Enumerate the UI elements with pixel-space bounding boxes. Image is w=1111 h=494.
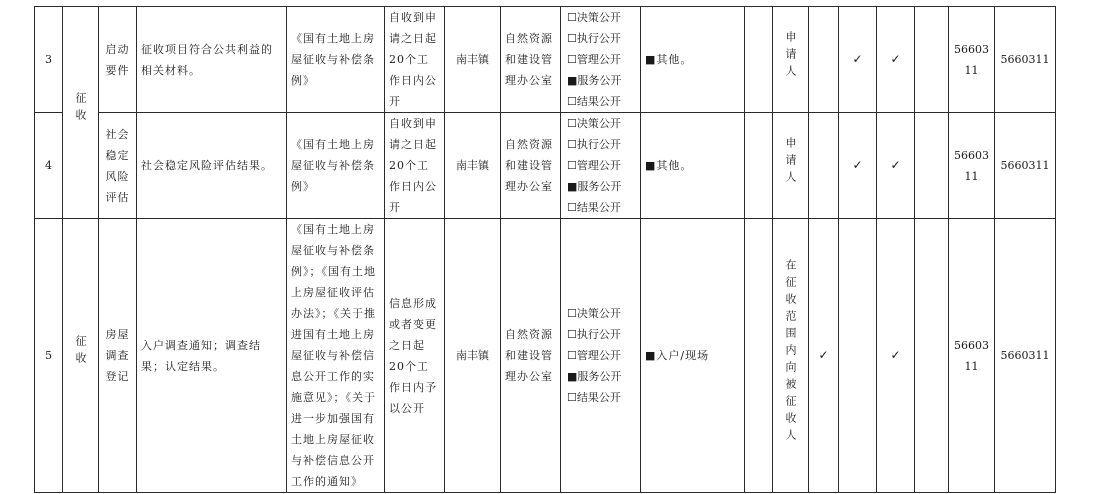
subject-cell: 南丰镇 <box>445 7 501 113</box>
audience-cell <box>773 7 809 113</box>
checkbox-icon <box>567 349 577 362</box>
basis-cell: 《国有土地上房屋征收与补偿条例》 <box>287 113 385 219</box>
table-row <box>35 219 1056 493</box>
checkbox-icon <box>567 307 577 320</box>
time-cell: 信息形成或者变更之日起20个工作日内予以公开 <box>385 219 445 493</box>
phone-cell-1 <box>949 113 995 219</box>
blank-cell <box>745 7 773 113</box>
scope-option: ☐ 结果公开 <box>561 91 640 112</box>
scope-option: ☐ 管理公开 <box>561 155 640 176</box>
item-text: 启动要件 <box>105 42 130 77</box>
audience-text: 在征收范围内向被征收人 <box>784 258 797 446</box>
scope-option: ☐ 执行公开 <box>561 324 640 345</box>
check-cell-2: ✓ <box>839 7 877 113</box>
time-cell: 自收到申请之日起20个工作日内公开 <box>385 113 445 219</box>
scope-option: ■ 服务公开 <box>561 70 640 91</box>
scope-option: ☐ 执行公开 <box>561 28 640 49</box>
check-cell-1 <box>809 7 839 113</box>
content-cell: 社会稳定风险评估结果。 <box>137 113 287 219</box>
dept-cell: 自然资源和建设管理办公室 <box>501 219 561 493</box>
method-cell: ■入户/现场 <box>641 219 745 493</box>
scope-option: ■ 服务公开 <box>561 366 640 387</box>
audience-text: 申请人 <box>784 30 797 82</box>
time-cell: 自收到申请之日起20个工作日内公开 <box>385 7 445 113</box>
check-cell-1: ✓ <box>809 219 839 493</box>
checkbox-icon <box>567 11 577 24</box>
phone-text: 5660311 <box>954 42 989 77</box>
scope-option: ☐ 决策公开 <box>561 113 640 134</box>
scope-option: ☐ 决策公开 <box>561 7 640 28</box>
check-cell-3: ✓ <box>877 113 915 219</box>
content-cell: 征收项目符合公共利益的相关材料。 <box>137 7 287 113</box>
scope-cell <box>561 219 641 493</box>
subject-cell: 南丰镇 <box>445 113 501 219</box>
checkbox-icon <box>567 391 577 404</box>
item-cell <box>99 219 137 493</box>
phone-cell-2: 5660311 <box>995 113 1056 219</box>
scope-option: ■ 服务公开 <box>561 176 640 197</box>
scope-cell <box>561 7 641 113</box>
scope-cell <box>561 113 641 219</box>
row-number: 5 <box>35 219 63 493</box>
phone-cell-2: 5660311 <box>995 219 1056 493</box>
checkbox-icon <box>567 328 577 341</box>
row-number: 3 <box>35 7 63 113</box>
basis-cell: 《国有土地上房屋征收与补偿条例》；《国有土地上房屋征收评估办法》；《关于推进国有土地上房屋征收与补偿信息公开工作的实施意见》；《关于进一步加强国有土地上房屋征收与补偿信息公开工作的通知》 <box>287 219 385 493</box>
basis-cell: 《国有土地上房屋征收与补偿条例》 <box>287 7 385 113</box>
scope-option: ☐ 执行公开 <box>561 134 640 155</box>
blank-cell <box>745 219 773 493</box>
check-cell-1 <box>809 113 839 219</box>
phone-cell-2: 5660311 <box>995 7 1056 113</box>
scope-option: ☐ 管理公开 <box>561 49 640 70</box>
dept-cell: 自然资源和建设管理办公室 <box>501 113 561 219</box>
table-row <box>35 113 1056 219</box>
checked-box-icon <box>567 370 577 383</box>
phone-cell-1 <box>949 7 995 113</box>
check-cell-2 <box>839 219 877 493</box>
item-text: 房屋调查登记 <box>105 328 130 383</box>
item-cell <box>99 7 137 113</box>
dept-cell: 自然资源和建设管理办公室 <box>501 7 561 113</box>
check-cell-4 <box>915 113 949 219</box>
checkbox-icon <box>567 32 577 45</box>
checked-box-icon <box>567 180 577 193</box>
row-number: 4 <box>35 113 63 219</box>
checkbox-icon <box>567 201 577 214</box>
check-cell-3: ✓ <box>877 7 915 113</box>
audience-cell <box>773 113 809 219</box>
category-cell <box>63 219 99 493</box>
phone-text: 5660311 <box>954 148 989 183</box>
subject-cell: 南丰镇 <box>445 219 501 493</box>
audience-text: 申请人 <box>784 136 797 188</box>
check-cell-4 <box>915 7 949 113</box>
category-cell <box>63 7 99 219</box>
checkbox-icon <box>567 117 577 130</box>
disclosure-table <box>34 6 1056 493</box>
table-row <box>35 7 1056 113</box>
scope-option: ☐ 管理公开 <box>561 345 640 366</box>
checked-box-icon <box>567 74 577 87</box>
blank-cell <box>745 113 773 219</box>
item-cell <box>99 113 137 219</box>
checkbox-icon <box>567 159 577 172</box>
check-cell-3: ✓ <box>877 219 915 493</box>
checkbox-icon <box>567 95 577 108</box>
method-cell: ■其他。 <box>641 113 745 219</box>
method-cell: ■其他。 <box>641 7 745 113</box>
scope-option: ☐ 决策公开 <box>561 303 640 324</box>
audience-cell <box>773 219 809 493</box>
checkbox-icon <box>567 138 577 151</box>
content-cell: 入户调查通知；调查结果；认定结果。 <box>137 219 287 493</box>
phone-text: 5660311 <box>954 338 989 373</box>
check-cell-4 <box>915 219 949 493</box>
scope-option: ☐ 结果公开 <box>561 197 640 218</box>
phone-cell-1 <box>949 219 995 493</box>
category-text: 征收 <box>74 335 87 369</box>
check-cell-2: ✓ <box>839 113 877 219</box>
checkbox-icon <box>567 53 577 66</box>
category-text: 征收 <box>74 92 87 126</box>
item-text: 社会稳定风险评估 <box>105 127 130 204</box>
scope-option: ☐ 结果公开 <box>561 387 640 408</box>
